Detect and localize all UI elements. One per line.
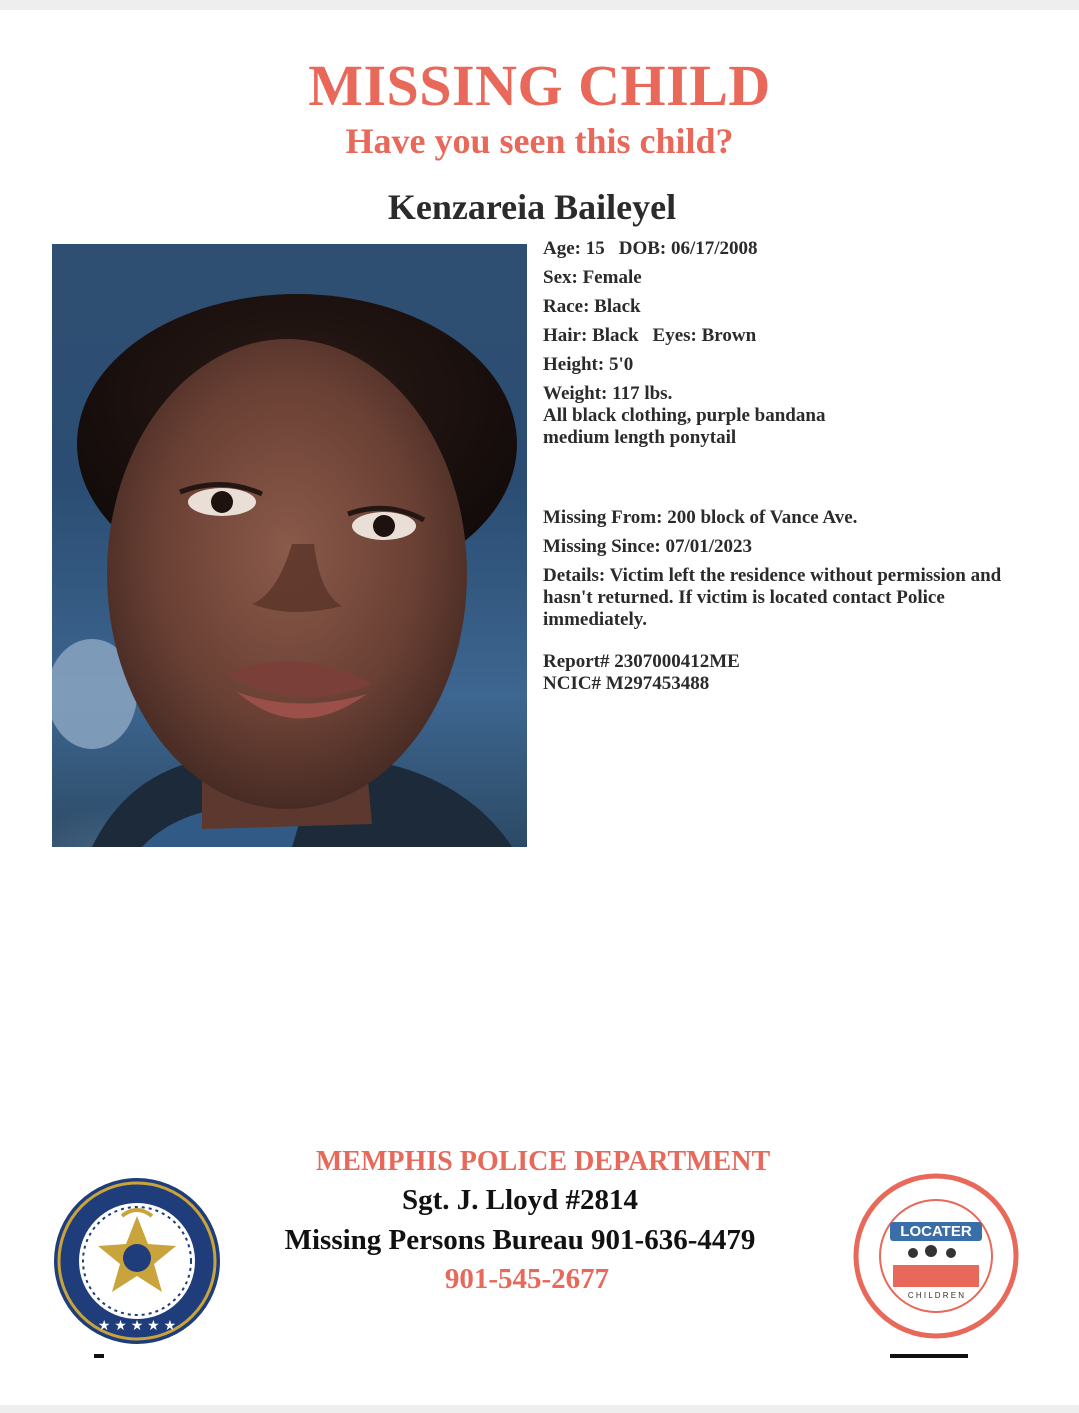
scan-border-top	[0, 0, 1079, 10]
clipped-date-mark	[890, 1354, 968, 1358]
missing-from: Missing From: 200 block of Vance Ave.	[543, 507, 858, 528]
ncic-number: NCIC# M297453488	[543, 673, 710, 694]
memphis-police-seal	[52, 1176, 222, 1346]
department-name: MEMPHIS POLICE DEPARTMENT	[315, 1146, 771, 1177]
clothing-description-1: All black clothing, purple bandana	[543, 405, 826, 426]
race-value: Race: Black	[543, 296, 641, 317]
contact-officer: Sgt. J. Lloyd #2814	[401, 1184, 639, 1216]
locater-seal	[853, 1173, 1019, 1339]
hair-eyes-row	[543, 325, 1063, 347]
poster-headline: MISSING CHILD	[308, 53, 771, 118]
age-value: Age: 15	[543, 238, 605, 259]
missing-since: Missing Since: 07/01/2023	[543, 536, 753, 557]
locater-badge: LOCATER	[890, 1222, 982, 1241]
scan-border-bottom	[0, 1405, 1079, 1413]
child-name: Kenzareia Baileyel	[387, 187, 677, 227]
svg-text:★ ★ ★ ★ ★: ★ ★ ★ ★ ★	[97, 1317, 177, 1333]
weight-value: Weight: 117 lbs.	[543, 383, 673, 404]
eyes-value: Eyes: Brown	[652, 325, 757, 346]
tip-phone: 901-545-2677	[444, 1263, 610, 1295]
incident-details: Details: Victim left the residence without permission and hasn't returned. If victim is located contact Police immediately.	[543, 565, 1002, 630]
child-photo	[52, 244, 527, 847]
sex-value: Sex: Female	[543, 267, 642, 288]
clipped-text-mark	[94, 1354, 104, 1358]
child-details	[543, 238, 1063, 702]
poster-subheadline: Have you seen this child?	[345, 121, 734, 161]
dob-value: DOB: 06/17/2008	[618, 238, 758, 259]
svg-text:C H I L D R E N: C H I L D R E N	[907, 1291, 965, 1300]
clothing-description-2: medium length ponytail	[543, 427, 737, 448]
height-value: Height: 5'0	[543, 354, 634, 375]
age-dob-row	[543, 238, 1063, 260]
report-number: Report# 2307000412ME	[543, 651, 740, 672]
hair-value: Hair: Black	[543, 325, 639, 346]
bureau-contact: Missing Persons Bureau 901-636-4479	[284, 1224, 756, 1256]
